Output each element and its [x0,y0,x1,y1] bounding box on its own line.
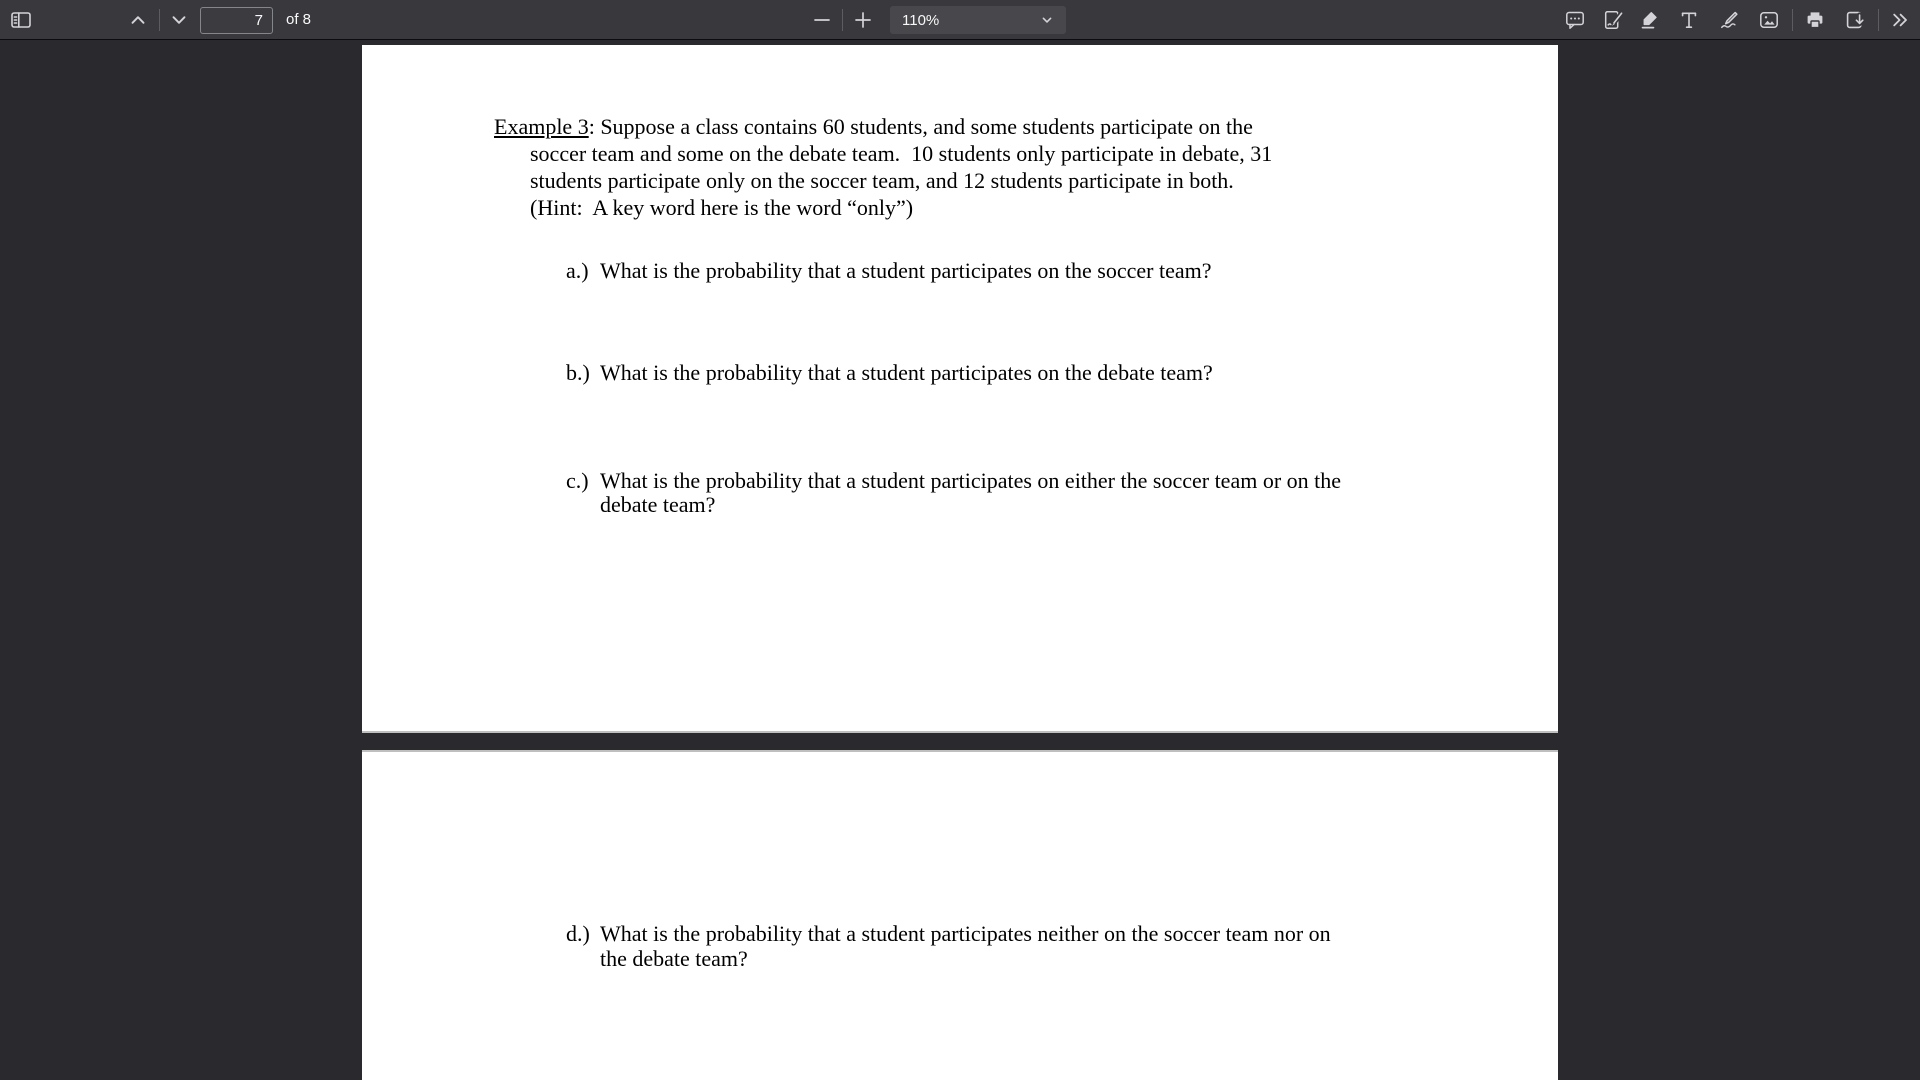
select-chevron-down-icon [1040,13,1054,27]
question-b-text: What is the probability that a student participates on the debate team? [600,360,1213,385]
sidebar-toggle-button[interactable] [6,5,36,35]
question-c-text-line2: debate team? [600,492,716,517]
signature-button[interactable] [1598,5,1628,35]
question-b-marker: b.) [566,360,590,385]
draw-button[interactable] [1714,5,1744,35]
double-chevron-right-icon [1888,8,1912,32]
body-line: students participate only on the soccer team, and 12 students participate in both. [530,168,1234,193]
question-d-text: What is the probability that a student participates neither on the soccer team nor on [600,921,1331,946]
zoom-in-button[interactable] [848,5,878,35]
tools-button[interactable] [1885,5,1915,35]
highlight-button[interactable] [1635,5,1665,35]
page-number-input[interactable] [200,7,273,34]
next-page-button[interactable] [164,5,194,35]
question-a-marker: a.) [566,258,589,283]
comment-icon [1563,8,1587,32]
pdf-page-7 [362,45,1558,733]
zoom-select[interactable] [890,6,1066,34]
page-count-label: of 8 [286,11,312,28]
signature-icon [1601,8,1625,32]
text-icon [1677,8,1701,32]
comment-button[interactable] [1560,5,1590,35]
body-line: (Hint: A key word here is the word “only”) [530,195,914,220]
chevron-down-icon [167,8,191,32]
toolbar-divider [159,9,160,31]
previous-page-button[interactable] [123,5,153,35]
chevron-up-icon [126,8,150,32]
question-d-text-line2: the debate team? [600,946,748,971]
pdf-viewer-area[interactable] [0,41,1920,1080]
example-heading [494,113,1253,140]
question-c-text: What is the probability that a student participates on either the soccer team or on the [600,468,1342,493]
toolbar-divider [1792,9,1793,31]
print-button[interactable] [1800,5,1830,35]
draw-icon [1717,8,1741,32]
question-a-text: What is the probability that a student participates on the soccer team? [600,258,1212,283]
sidebar-toggle-icon [9,8,33,32]
image-icon [1757,8,1781,32]
image-button[interactable] [1754,5,1784,35]
example-heading-rest: : Suppose a class contains 60 students, and some students participate on the [588,114,1253,139]
pdf-viewer-toolbar [0,0,1920,40]
text-button[interactable] [1674,5,1704,35]
pdf-page-8 [362,750,1558,1080]
printer-icon [1803,8,1827,32]
minus-icon [810,8,834,32]
body-line: soccer team and some on the debate team. 10 students only participate in debate, 31 [530,141,1273,166]
question-c-marker: c.) [566,468,589,493]
download-button[interactable] [1840,5,1870,35]
highlighter-icon [1638,8,1662,32]
toolbar-divider [842,9,843,31]
example-heading-label: Example 3 [494,114,589,139]
question-d-marker: d.) [566,921,590,946]
zoom-out-button[interactable] [807,5,837,35]
toolbar-divider [1878,9,1879,31]
plus-icon [851,8,875,32]
download-icon [1843,8,1867,32]
zoom-select-value: 110% [902,11,940,29]
